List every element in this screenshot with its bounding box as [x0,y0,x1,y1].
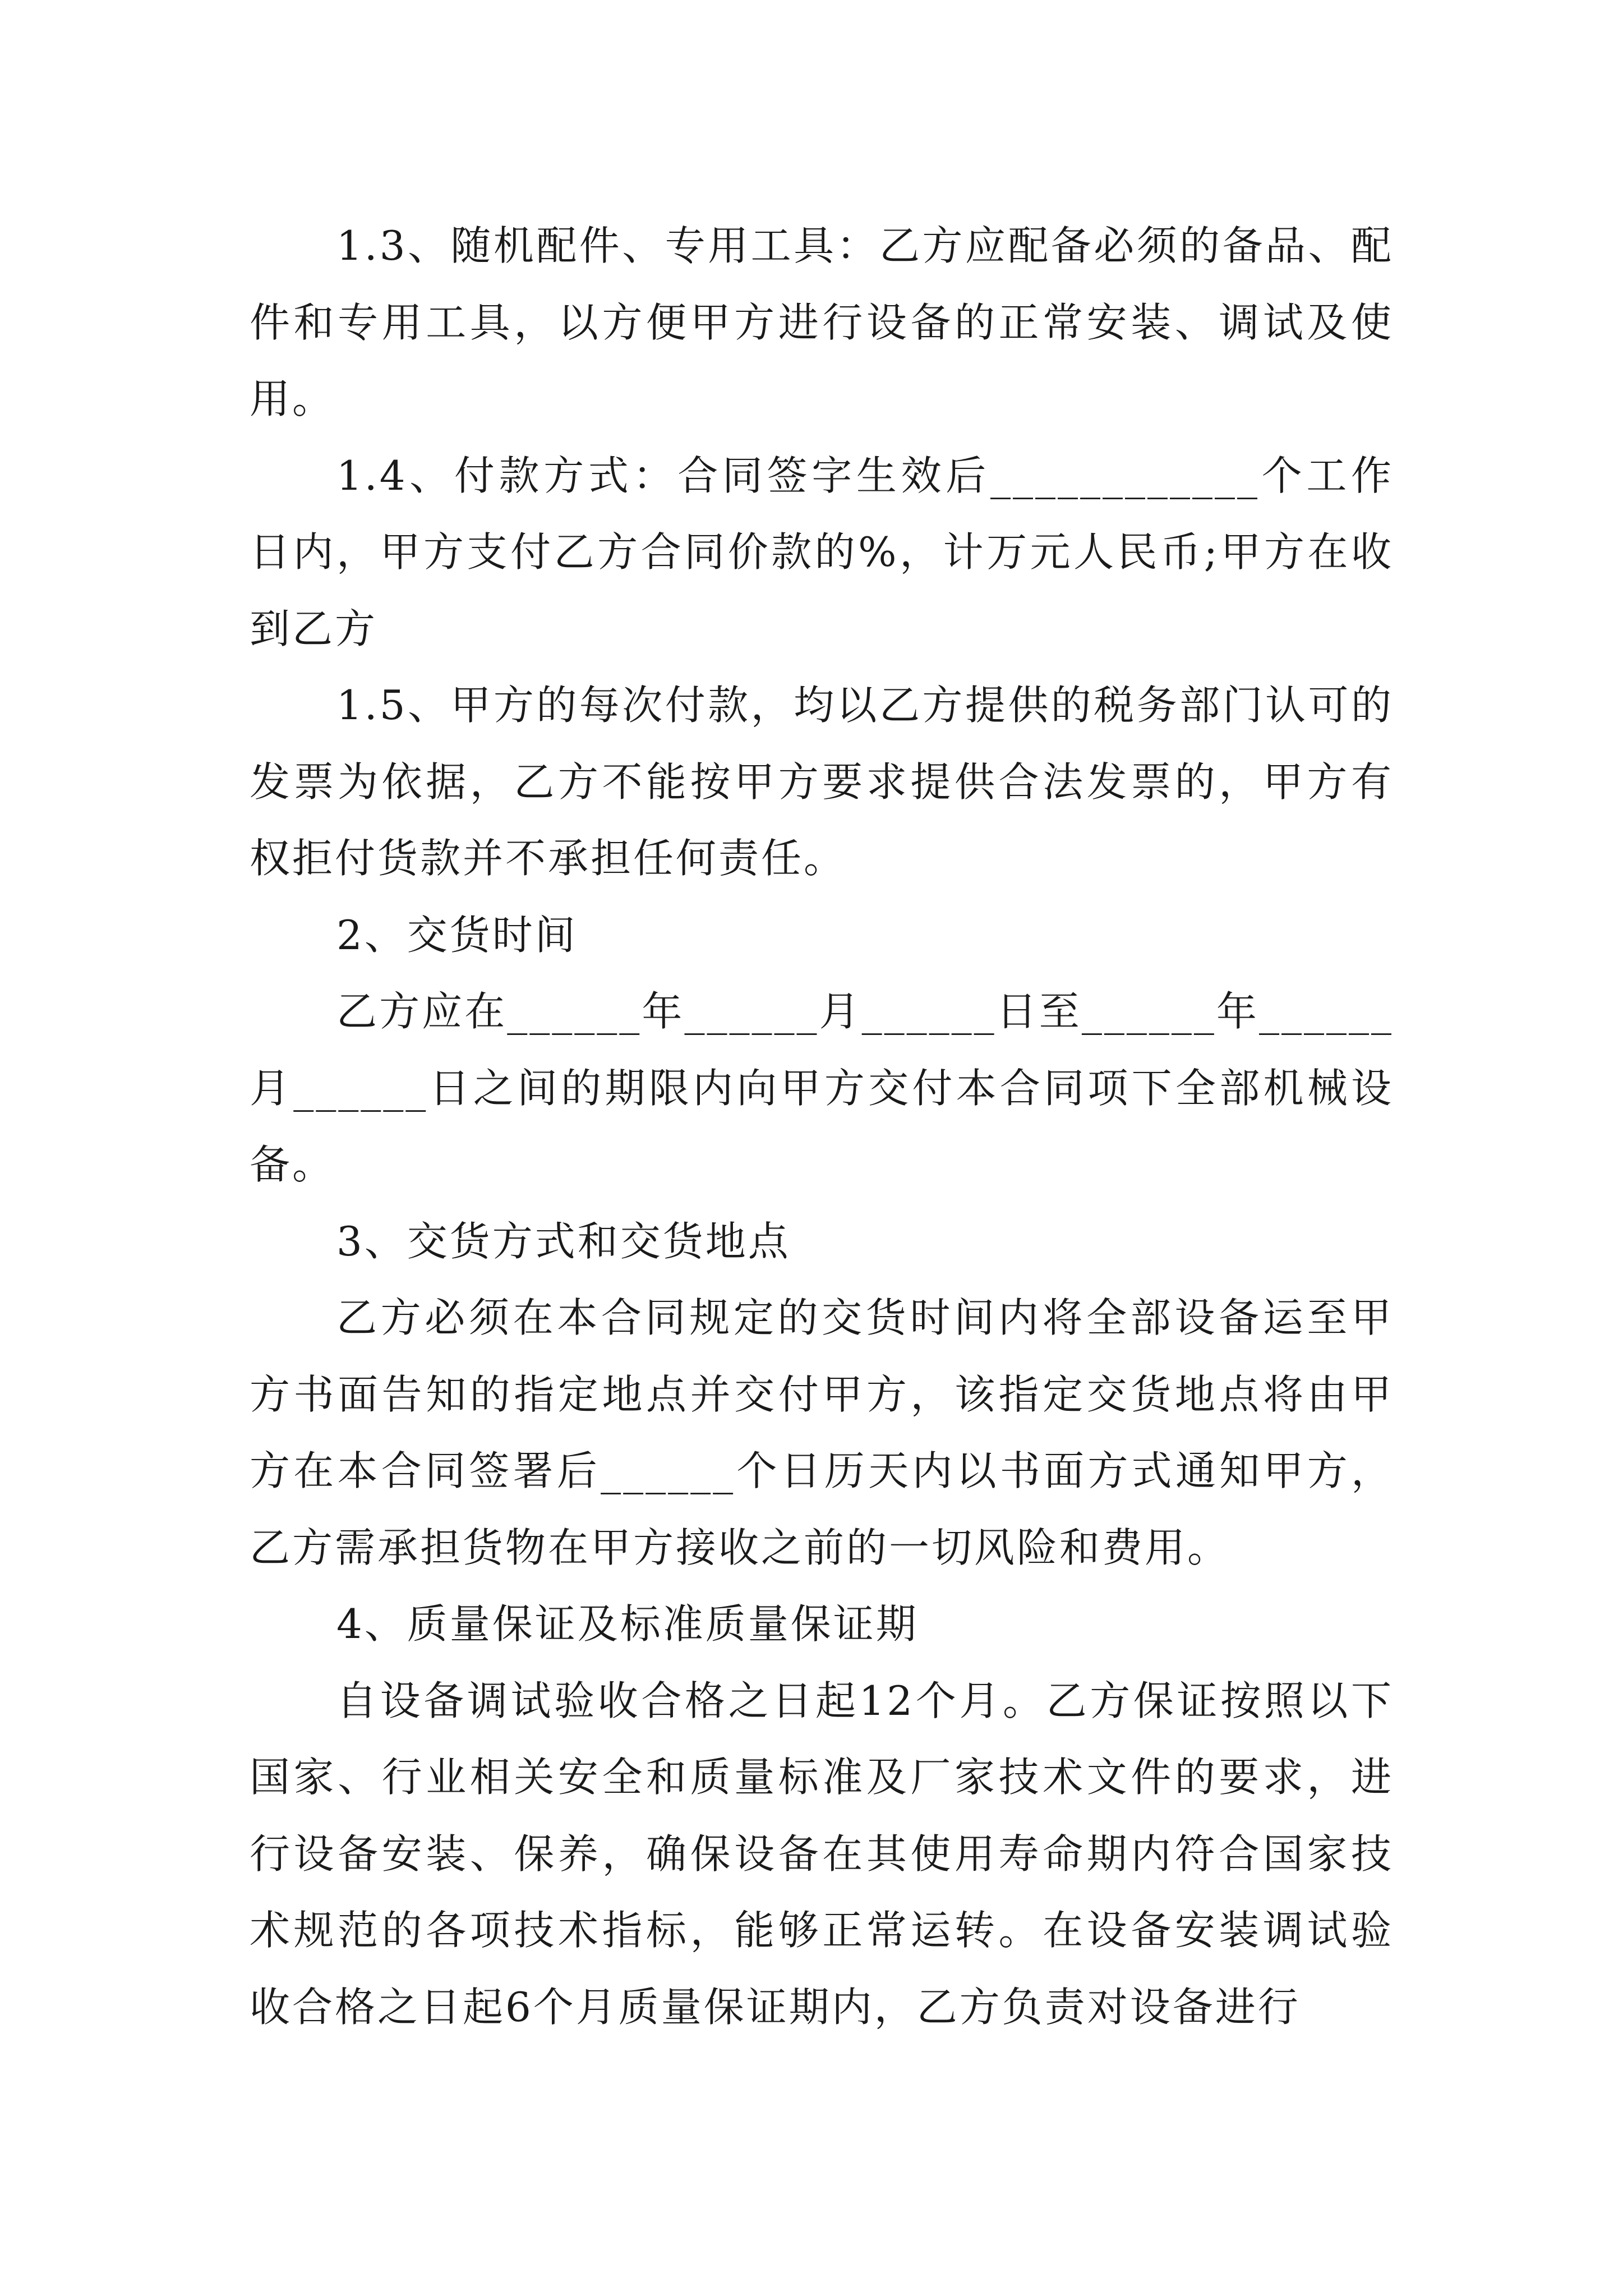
paragraph-1-5-invoice: 1.5、甲方的每次付款，均以乙方提供的税务部门认可的发票为依据，乙方不能按甲方要求提供合法发票的，甲方有权拒付货款并不承担任何责任。 [250,682,1394,882]
heading-delivery-method: 3、交货方式和交货地点 [336,1217,791,1265]
document-body [250,208,1394,2045]
paragraph-quality-warranty: 自设备调试验收合格之日起12个月。乙方保证按照以下国家、行业相关安全和质量标准及厂家技术文件的要求，进行设备安装、保养，确保设备在其使用寿命期内符合国家技术规范的各项技术指标，能够正常运转。在设备安装调试验收合格之日起6个月质量保证期内，乙方负责对设备进行 [250,1677,1394,2031]
heading-delivery-time: 2、交货时间 [336,911,578,959]
paragraph-1-3-accessories: 1.3、随机配件、专用工具：乙方应配备必须的备品、配件和专用工具，以方便甲方进行设备的正常安装、调试及使用。 [250,222,1394,422]
paragraph-delivery-time: 乙方应在______年______月______日至______年______月______日之间的期限内向甲方交付本合同项下全部机械设备。 [250,988,1394,1188]
paragraph-1-4-payment: 1.4、付款方式：合同签字生效后____________个工作日内，甲方支付乙方合同价款的%，计万元人民币;甲方在收到乙方 [250,452,1394,652]
paragraph-delivery-method: 乙方必须在本合同规定的交货时间内将全部设备运至甲方书面告知的指定地点并交付甲方，该指定交货地点将由甲方在本合同签署后______个日历天内以书面方式通知甲方，乙方需承担货物在甲方接收之前的一切风险和费用。 [250,1294,1394,1571]
heading-quality-warranty: 4、质量保证及标准质量保证期 [336,1600,919,1648]
